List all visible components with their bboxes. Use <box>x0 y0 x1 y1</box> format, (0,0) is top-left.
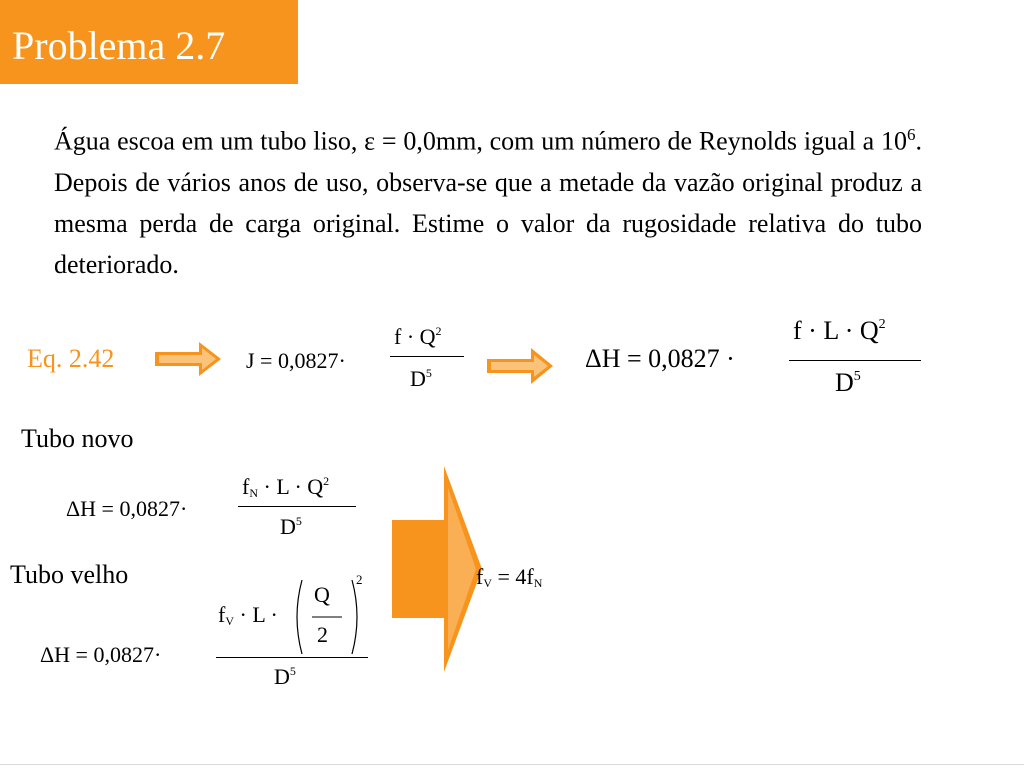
tubo-velho-label: Tubo velho <box>10 560 129 589</box>
bottom-divider <box>0 764 1024 765</box>
slide-title-banner <box>0 0 298 84</box>
problem-text-part2: . Depois de vários anos de uso, observa-se que a metade da vazão original produz a mesma perda de carga original. Estime o valor da rugosidade relativa do tubo deteriorado. <box>54 126 922 279</box>
big-arrow-right-icon <box>392 466 482 672</box>
dh-general-numerator: $f \cdot L \cdot Q^2$ <box>793 316 886 345</box>
problem-exponent: 6 <box>907 125 916 144</box>
equation-eq242 <box>246 322 466 402</box>
result-formula: $f_V = 4f_N$ <box>476 564 543 590</box>
velho-inner-numerator: Q <box>314 582 330 607</box>
arrow-right-icon <box>487 348 553 384</box>
velho-denominator: $D^5$ <box>274 664 296 689</box>
dh-general-fraction-bar <box>789 360 921 361</box>
problem-statement <box>54 114 922 285</box>
arrow-right-icon <box>155 342 221 376</box>
velho-numerator: $f_V \cdot L$ · <box>218 602 278 628</box>
dh-general-denominator: $D^5$ <box>835 368 861 397</box>
equation-tubo-novo <box>66 470 366 550</box>
eq242-lhs: J = 0,0827· <box>246 348 346 373</box>
eq-reference-label: Eq. 2.42 <box>27 344 115 373</box>
slide-title: Problema 2.7 <box>12 23 226 68</box>
equation-result <box>476 564 616 596</box>
velho-inner-denominator: 2 <box>317 622 328 647</box>
equation-tubo-velho <box>40 572 380 694</box>
tubo-novo-label: Tubo novo <box>21 424 134 453</box>
eq242-numerator: $f \cdot Q^2$ <box>394 324 442 349</box>
problem-text-part1: Água escoa em um tubo liso, ε = 0,0mm, com um número de Reynolds igual a 10 <box>54 126 907 156</box>
novo-numerator: $f_N \cdot L \cdot Q^2$ <box>242 474 330 500</box>
eq242-denominator: $D^5$ <box>410 366 432 391</box>
novo-lhs: ΔH = 0,0827· <box>66 496 188 521</box>
novo-fraction-bar <box>238 506 356 507</box>
velho-lhs: ΔH = 0,0827· <box>40 642 162 667</box>
velho-fraction-bar <box>216 657 368 658</box>
equation-head-loss-general <box>585 314 925 406</box>
novo-denominator: $D^5$ <box>280 514 302 539</box>
velho-exponent: 2 <box>356 572 363 587</box>
dh-general-lhs: ΔH = 0,0827 · <box>585 344 735 373</box>
eq242-fraction-bar <box>390 356 464 357</box>
